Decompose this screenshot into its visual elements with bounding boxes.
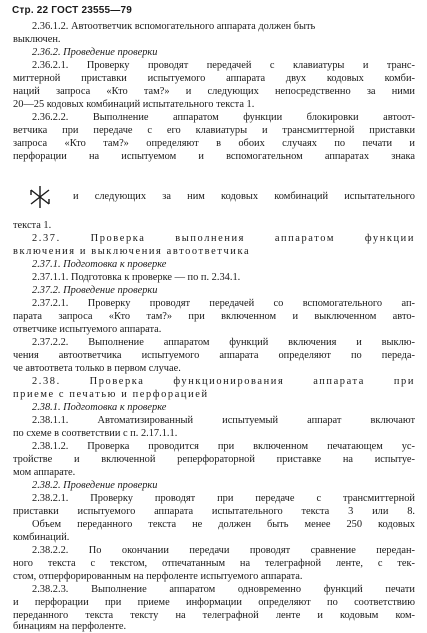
text-line: запроса «Кто там?» определяют в обоих случаях по печати и bbox=[13, 138, 415, 149]
text-line: 2.38.2.2. По окончании передачи проводят сравнение передан- bbox=[32, 545, 415, 556]
text-line: переданного текста тексту на телеграфной ленте и кодовым ком- bbox=[13, 610, 415, 621]
text-line: 2.37.2.1. Проверку проводят передачей со вспомогательного ап- bbox=[32, 298, 415, 309]
text-line: по схеме в соответствии с п. 2.17.1.1. bbox=[13, 428, 178, 439]
text-line: тройстве и включенной реперфораторной приставке на испытуе- bbox=[13, 454, 415, 465]
text-line: наций запроса «Кто там?» и следующих непосредственно за ними bbox=[13, 86, 415, 97]
text-line: че автоответа только в первом случае. bbox=[13, 363, 181, 374]
text-line: и следующих за ним кодовых комбинаций испытательного bbox=[73, 191, 415, 202]
section-heading: приеме с печатью и перфорацией bbox=[13, 389, 209, 400]
text-line: 2.38.2.1. Проверку проводят при передаче с трансмиттерной bbox=[32, 493, 415, 504]
text-line: 2.38.1.2. Проверка проводится при включенном печатающем ус- bbox=[32, 441, 415, 452]
text-line: приставки испытуемого аппарата испытательного текста 3 или 8. bbox=[13, 506, 415, 517]
symbol-row bbox=[13, 184, 415, 210]
text-line: Объем переданного текста не должен быть менее 250 кодовых bbox=[32, 519, 415, 530]
text-line: 2.36.2.1. Проверку проводят передачей с клавиатуры и транс- bbox=[32, 60, 415, 71]
text-line: стом, отперфорированным на перфоленте испытуемого аппарата. bbox=[13, 571, 303, 582]
text-line: 2.37.2.2. Выполнение аппаратом функций включения и выклю- bbox=[32, 337, 415, 348]
text-line: комбинаций. bbox=[13, 532, 70, 543]
text-line: парата запроса «Кто там?» при включенном и выключенном авто- bbox=[13, 311, 415, 322]
text-line: и перфорации при приеме информации определяют по соответствию bbox=[13, 597, 415, 608]
section-heading: 2.37.2. Проведение проверки bbox=[32, 285, 158, 296]
section-heading: 2.37.1. Подготовка к проверке bbox=[32, 259, 167, 270]
text-line: выключен. bbox=[13, 34, 61, 45]
who-are-you-symbol-icon bbox=[27, 184, 53, 210]
text-line: чения автоответчика испытуемого аппарата определяют по переда- bbox=[13, 350, 415, 361]
section-heading: 2.38.1. Подготовка к проверке bbox=[32, 402, 167, 413]
section-heading: 2.37. Проверка выполнения аппаратом функции bbox=[32, 233, 415, 244]
section-heading: 2.38.2. Проведение проверки bbox=[32, 480, 158, 491]
section-heading: 2.38. Проверка функционирования аппарата при bbox=[32, 376, 415, 387]
text-line: 2.37.1.1. Подготовка к проверке — по п. 2.34.1. bbox=[32, 272, 241, 283]
text-line: миттерной приставки испытуемого аппарата двух кодовых комби- bbox=[13, 73, 415, 84]
text-line: ного текста с текстом, отпечатанным на телеграфной ленте, с тек- bbox=[13, 558, 415, 569]
section-heading: 2.36.2. Проведение проверки bbox=[32, 47, 158, 58]
text-line: 2.38.2.3. Выполнение аппаратом одновременно функций печати bbox=[32, 584, 415, 595]
text-line: 2.38.1.1. Автоматизированный испытуемый аппарат включают bbox=[32, 415, 415, 426]
text-line: 2.36.1.2. Автоответчик вспомогательного аппарата должен быть bbox=[32, 21, 316, 32]
text-line: 2.36.2.2. Выполнение аппаратом функции блокировки автоот- bbox=[32, 112, 415, 123]
page-header: Стр. 22 ГОСТ 23555—79 bbox=[12, 5, 132, 16]
text-line: мом аппарате. bbox=[13, 467, 76, 478]
section-heading: включения и выключения автоответчика bbox=[13, 246, 251, 257]
text-line: текста 1. bbox=[13, 220, 52, 231]
text-line: ветчика при передаче с его клавиатуры и трансмиттерной приставки bbox=[13, 125, 415, 136]
text-line: бинациям на перфоленте. bbox=[13, 621, 127, 632]
text-line: перфорации на испытуемом и вспомогательном аппаратах знака bbox=[13, 151, 415, 162]
text-line: ответчике испытуемого аппарата. bbox=[13, 324, 162, 335]
text-line: 20—25 кодовых комбинаций испытательного текста 1. bbox=[13, 99, 255, 110]
